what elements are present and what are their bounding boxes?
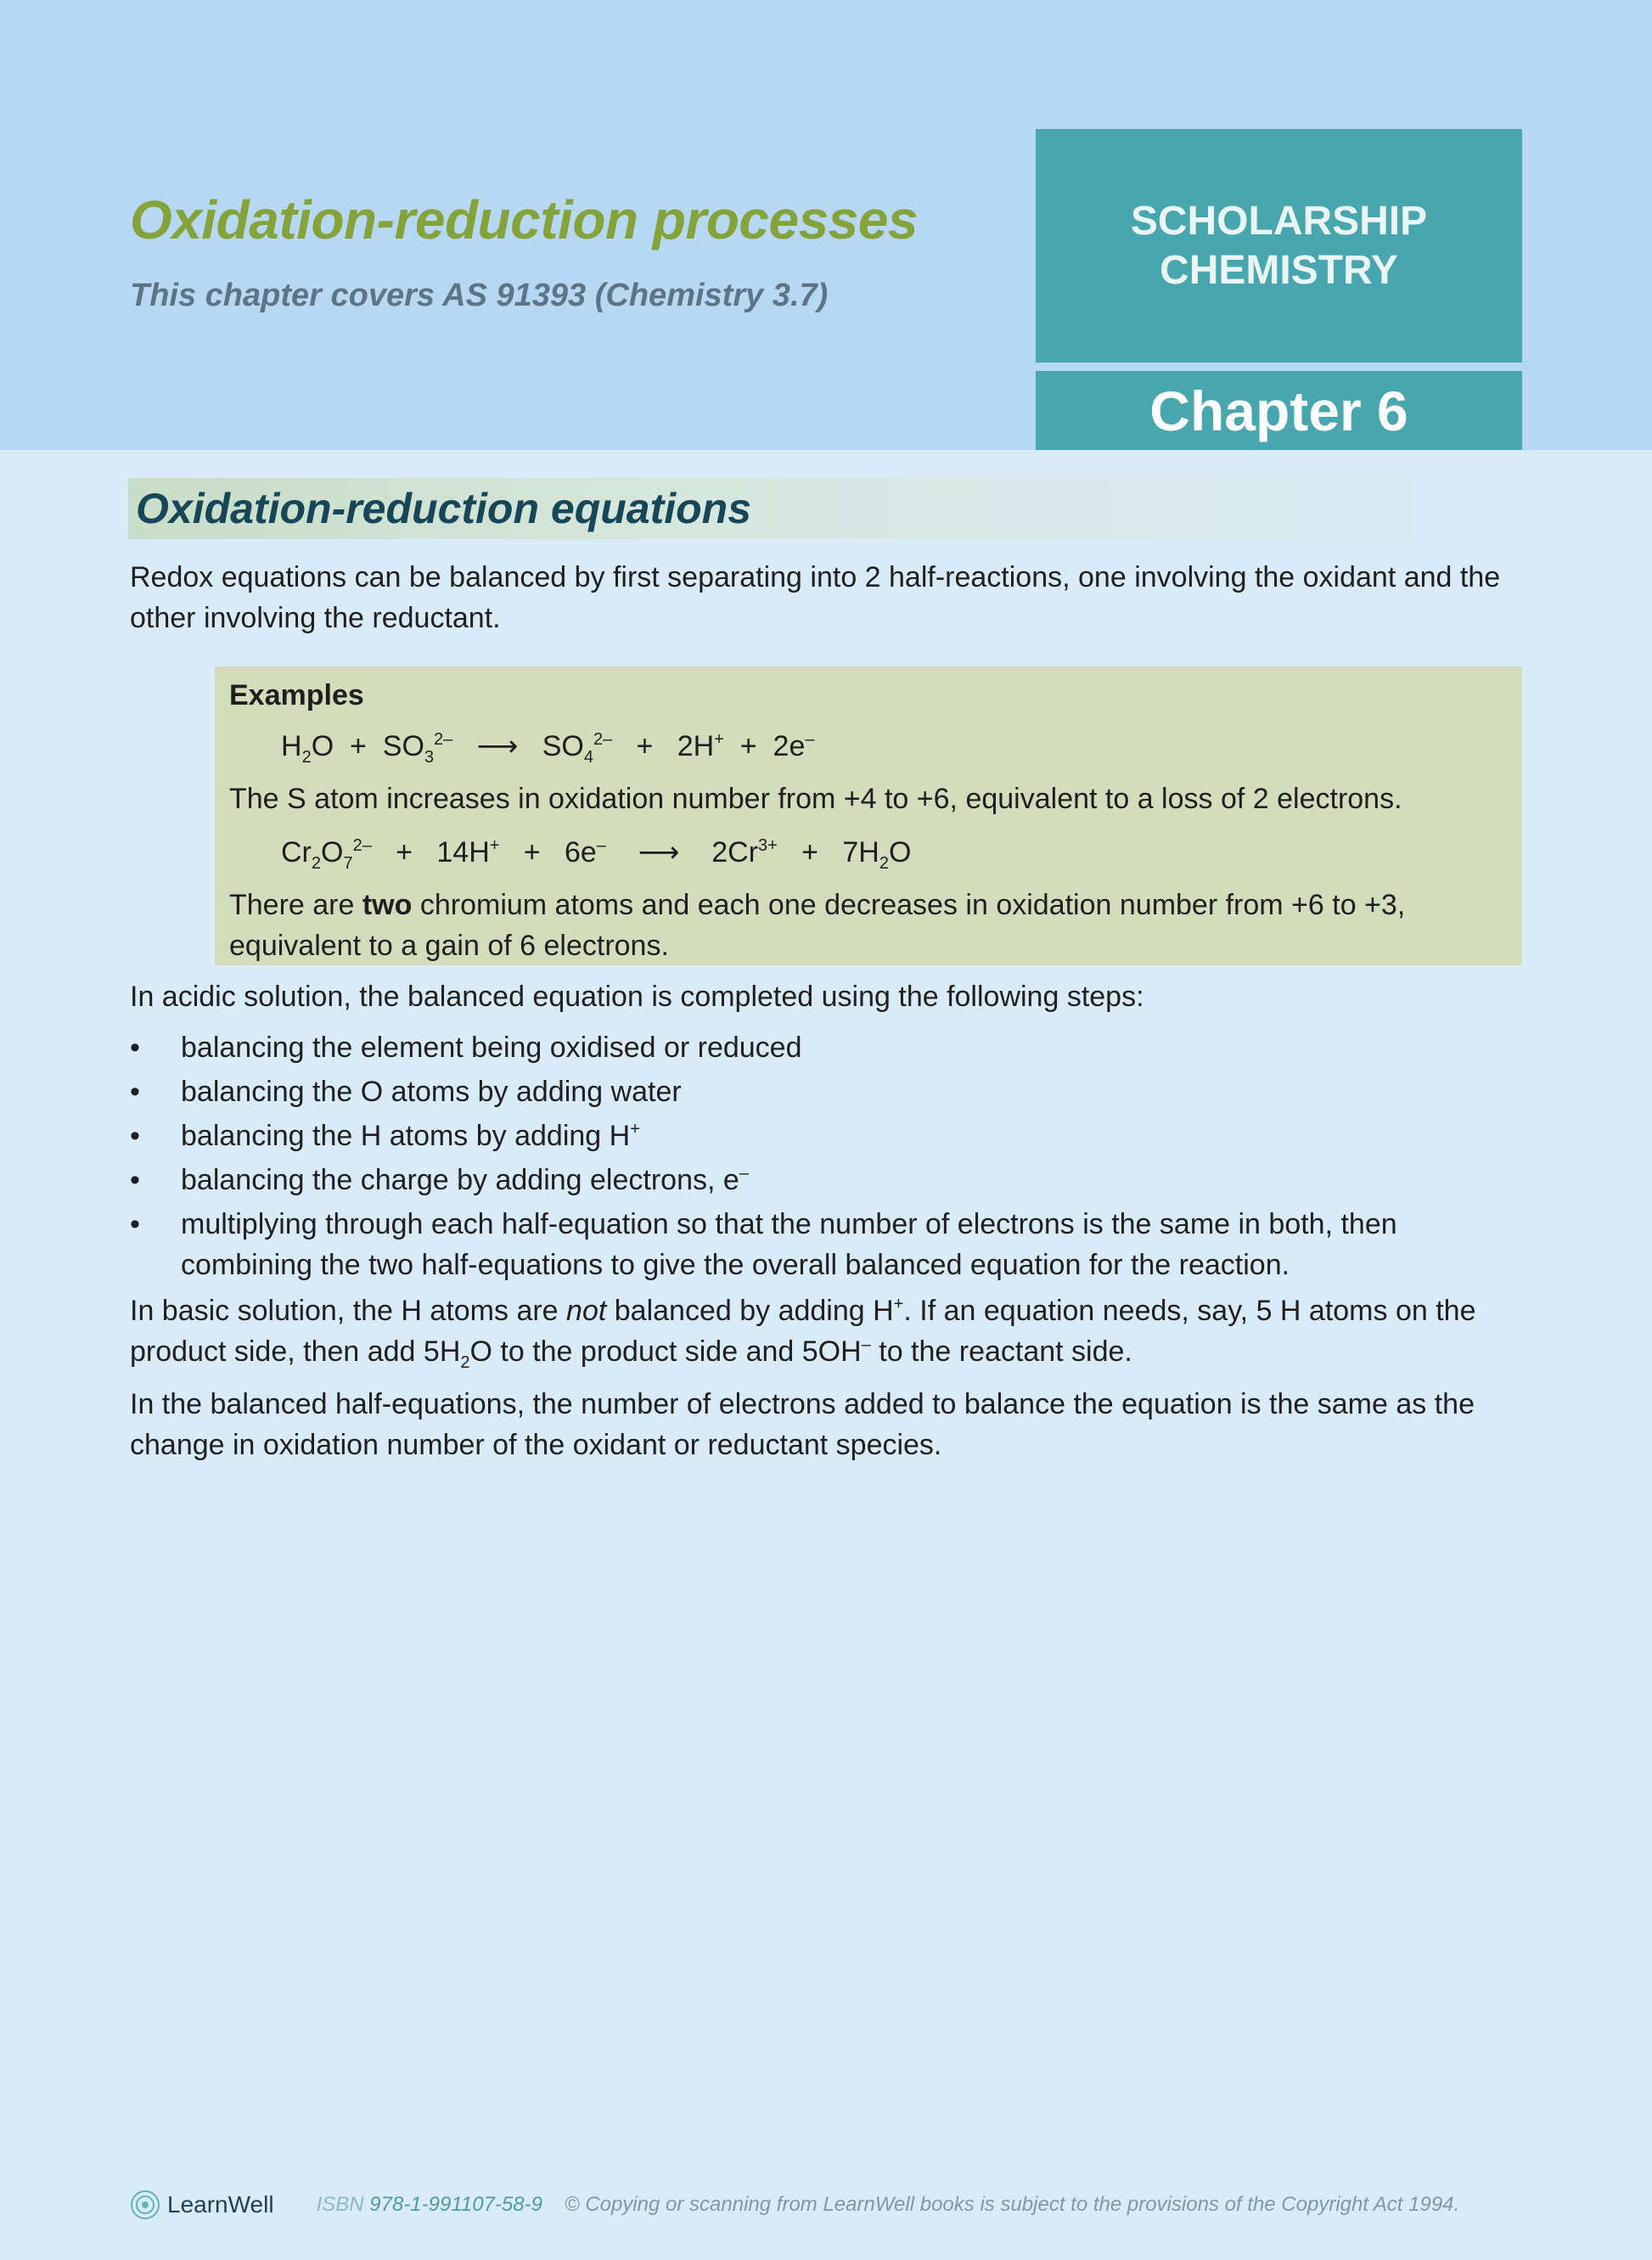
swirl-logo-icon: [130, 2190, 160, 2220]
chapter-title: Oxidation-reduction processes: [130, 189, 918, 250]
list-item: • balancing the O atoms by adding water: [130, 1071, 1522, 1112]
chapter-subtitle: This chapter covers AS 91393 (Chemistry 3.7): [130, 278, 829, 313]
equation-sulfite: $H_2O + SO_3^{2-}$ ⟶ $SO_4^{2-} + 2H^+ + 2e^-$: [281, 730, 815, 767]
series-label-box: [1036, 129, 1522, 363]
examples-box: [215, 666, 1522, 965]
isbn: ISBN 978-1-991107-58-9: [316, 2193, 542, 2216]
footer: [130, 2188, 1522, 2222]
list-item: • balancing the element being oxidised or reduced: [130, 1027, 1522, 1068]
acidic-intro: In acidic solution, the balanced equation is completed using the following steps:: [130, 981, 1144, 1013]
example-explanation-chromium: There are two chromium atoms and each one decreases in oxidation number from +6 to +3, equivalent to a gain of 6 electrons.: [229, 889, 1406, 962]
intro-paragraph: Redox equations can be balanced by first separating into 2 half-reactions, one involving the oxidant and the other involving the reductant.: [130, 561, 1501, 634]
acidic-steps-list: [130, 1027, 1522, 1289]
chapter-number-box: [1036, 371, 1522, 450]
publisher-name: LearnWell: [167, 2191, 274, 2218]
examples-title: Examples: [229, 679, 364, 711]
publisher-logo: [130, 2190, 274, 2220]
half-equation-paragraph: In the balanced half-equations, the number of electrons added to balance the equation is the same as the change in oxidation number of the oxidant or reductant species.: [130, 1388, 1475, 1461]
series-label-line1: SCHOLARSHIP: [1130, 198, 1428, 244]
chapter-number: Chapter 6: [1149, 379, 1408, 442]
basic-solution-paragraph: In basic solution, the H atoms are not balanced by adding H+. If an equation needs, say, 5 H atoms on the product side, then add $5H_2O$ to the product side and 5OH– to the reactant side.: [130, 1295, 1476, 1372]
copyright-notice: © Copying or scanning from LearnWell books is subject to the provisions of the Copyright Act 1994.: [564, 2193, 1460, 2216]
section-heading: Oxidation-reduction equations: [136, 485, 752, 532]
list-item: • balancing the H atoms by adding H+: [130, 1116, 1522, 1156]
equation-dichromate: $Cr_2O_7^{2-} + 14H^+ + 6e^-$ ⟶ $2Cr^{3+} + 7H_2O$: [281, 836, 912, 873]
example-explanation-sulfur: The S atom increases in oxidation number from +4 to +6, equivalent to a loss of 2 electrons.: [229, 783, 1402, 815]
list-item: • multiplying through each half-equation so that the number of electrons is the same in both, then combining the two half-equations to give the overall balanced equation for the reaction.: [130, 1204, 1522, 1285]
section-heading-bar: [128, 478, 1495, 539]
series-label-line2: CHEMISTRY: [1160, 247, 1398, 293]
list-item: • balancing the charge by adding electrons, e–: [130, 1160, 1522, 1200]
